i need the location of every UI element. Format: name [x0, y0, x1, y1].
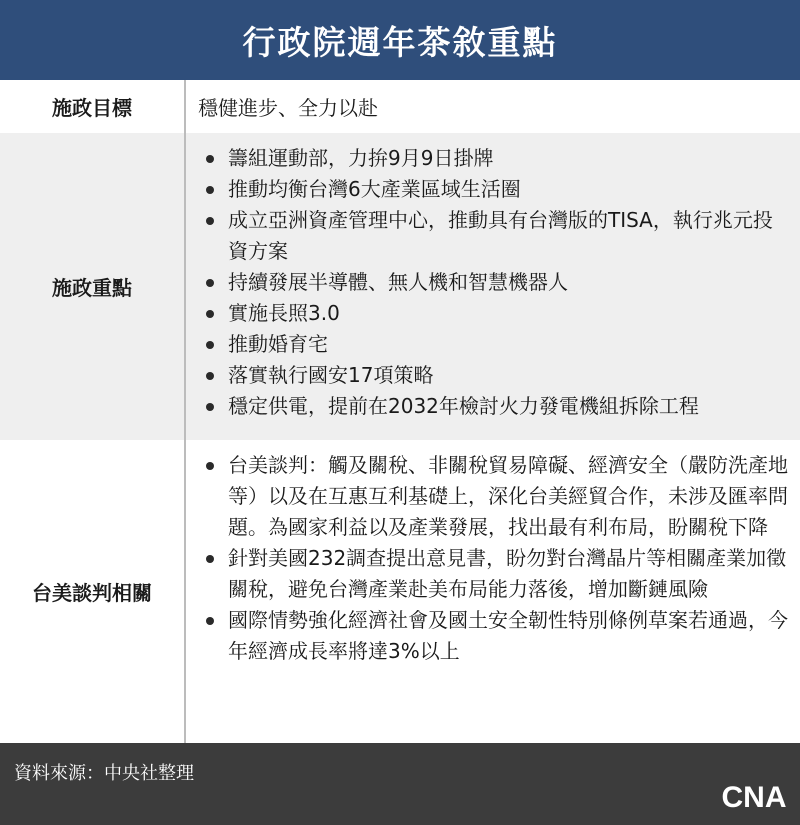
cna-logo-icon [718, 771, 790, 823]
row-content [186, 133, 800, 440]
page-title: 行政院週年茶敘重點 [242, 22, 558, 62]
row-label: 施政重點 [52, 276, 132, 300]
list-item [198, 391, 792, 422]
list-item [198, 174, 792, 205]
list-item-text: 實施長照3.0 [228, 301, 340, 325]
goal-text: 穩健進步、全力以赴 [198, 96, 378, 120]
list-item-text: 籌組運動部，力拚9月9日掛牌 [228, 146, 494, 170]
row-content [186, 440, 800, 743]
row-content [186, 80, 800, 133]
list-item-text: 推動均衡台灣6大產業區域生活圈 [228, 177, 521, 201]
list-item [198, 329, 792, 360]
title-bar [0, 0, 800, 80]
list-item-text: 穩定供電，提前在2032年檢討火力發電機組拆除工程 [228, 394, 699, 418]
list-item [198, 543, 792, 605]
bullet-icon [206, 186, 214, 194]
list-item-text: 推動婚育宅 [228, 332, 328, 356]
list-item [198, 298, 792, 329]
footer [0, 743, 800, 825]
list-item [198, 143, 792, 174]
list-item-text: 持續發展半導體、無人機和智慧機器人 [228, 270, 568, 294]
bullet-icon [206, 403, 214, 411]
bullet-icon [206, 462, 214, 470]
list-item-text: 台美談判：觸及關稅、非關稅貿易障礙、經濟安全（嚴防洗產地等）以及在互惠互利基礎上，深化台美經貿合作，未涉及匯率問題。為國家利益以及產業發展，找出最有利布局，盼關稅下降 [228, 453, 788, 539]
bullet-icon [206, 341, 214, 349]
row-us-talks [0, 440, 800, 743]
list-item [198, 205, 792, 267]
row-policy-goal [0, 80, 800, 133]
bullet-icon [206, 617, 214, 625]
list-item [198, 450, 792, 543]
bullet-icon [206, 217, 214, 225]
row-policy-focus [0, 133, 800, 440]
list-item-text: 針對美國232調查提出意見書，盼勿對台灣晶片等相關產業加徵關稅，避免台灣產業赴美布局能力落後，增加斷鏈風險 [228, 546, 787, 601]
bullet-icon [206, 310, 214, 318]
list-item [198, 605, 792, 667]
row-label: 施政目標 [52, 96, 132, 120]
list-item-text: 國際情勢強化經濟社會及國土安全韌性特別條例草案若通過，今年經濟成長率將達3%以上 [228, 608, 788, 663]
bullet-icon [206, 372, 214, 380]
list-item [198, 267, 792, 298]
list-item-text: 成立亞洲資產管理中心，推動具有台灣版的TISA，執行兆元投資方案 [228, 208, 773, 263]
bullet-list [198, 450, 792, 667]
bullet-icon [206, 279, 214, 287]
row-label: 台美談判相關 [32, 581, 152, 605]
bullet-icon [206, 555, 214, 563]
bullet-list [198, 143, 792, 422]
list-item-text: 落實執行國安17項策略 [228, 363, 434, 387]
source-note: 資料來源：中央社整理 [14, 763, 194, 784]
logo-letters: CNA [721, 781, 787, 814]
bullet-icon [206, 155, 214, 163]
list-item [198, 360, 792, 391]
